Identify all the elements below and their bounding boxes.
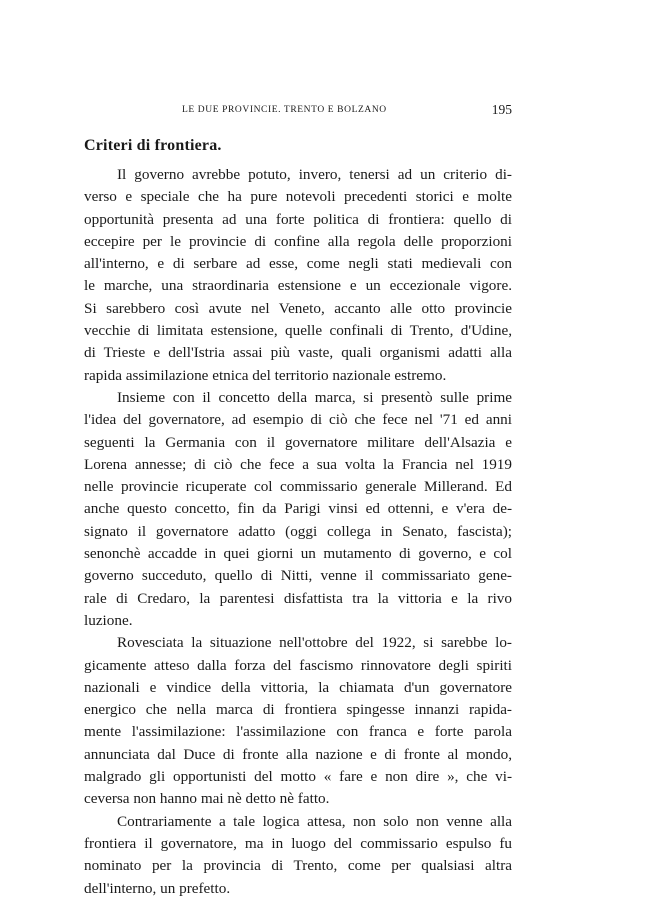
- text-line: Lorena annesse; di ciò che fece a sua volta la Francia nel 1919: [84, 455, 512, 473]
- text-line: Contrariamente a tale logica attesa, non solo non venne alla: [117, 812, 512, 830]
- body-text: [84, 164, 512, 900]
- text-line: rale di Credaro, la parentesi disfattista tra la vittoria e la rivo: [84, 589, 512, 607]
- text-line: energico che nella marca di frontiera spingesse innanzi rapida-: [84, 701, 512, 719]
- text-line: Si sarebbero così avute nel Veneto, accanto alle otto provincie: [84, 299, 512, 317]
- text-line: Rovesciata la situazione nell'ottobre del 1922, si sarebbe lo-: [117, 634, 512, 652]
- text-line: di Trieste e dell'Istria assai più vaste, quali organismi adatti alla: [84, 344, 512, 362]
- text-line: vecchie di limitata estensione, quelle confinali di Trento, d'Udine,: [84, 322, 512, 340]
- text-line: seguenti la Germania con il governatore militare dell'Alsazia e: [84, 433, 512, 451]
- text-line: opportunità presenta ad una forte politica di frontiera: quello di: [84, 210, 512, 228]
- text-line: governo succeduto, quello di Nitti, venne il commissariato gene-: [84, 567, 512, 585]
- text-line: dell'interno, un prefetto.: [84, 879, 231, 897]
- text-line: mente l'assimilazione: l'assimilazione con franca e forte parola: [84, 723, 512, 741]
- text-line: Insieme con il concetto della marca, si presentò sulle prime: [117, 388, 512, 406]
- page-number: 195: [491, 102, 512, 117]
- text-line: gicamente atteso dalla forza del fascismo rinnovatore degli spiriti: [84, 656, 512, 674]
- text-line: senonchè accadde in quei giorni un mutamento di governo, e col: [84, 545, 512, 563]
- text-line: malgrado gli opportunisti del motto « fare e non dire », che vi-: [84, 768, 512, 786]
- text-line: nominato per la provincia di Trento, come per qualsiasi altra: [84, 857, 512, 875]
- section-heading: Criteri di frontiera.: [84, 137, 222, 154]
- text-line: anche questo concetto, fin da Parigi vinsi ed ottenni, e v'era de-: [84, 500, 512, 518]
- text-line: le marche, una straordinaria estensione e un eccezionale vigore.: [84, 277, 512, 295]
- text-line: annunciata dal Duce di fronte alla nazione e di fronte al mondo,: [84, 745, 512, 763]
- running-header: [84, 102, 512, 122]
- text-line: eccepire per le provincie di confine alla regola delle proporzioni: [84, 232, 512, 250]
- text-line: Il governo avrebbe potuto, invero, tenersi ad un criterio di-: [117, 166, 512, 183]
- text-line: signato il governatore adatto (oggi collega in Senato, fascista);: [84, 522, 512, 540]
- text-line: nazionali e vindice della vittoria, la chiamata d'un governatore: [84, 678, 512, 696]
- text-line: luzione.: [84, 611, 133, 629]
- running-title: LE DUE PROVINCIE. TRENTO E BOLZANO: [182, 105, 387, 115]
- text-line: ceversa non hanno mai nè detto nè fatto.: [84, 790, 330, 808]
- text-line: frontiera il governatore, ma in luogo del commissario espulso fu: [84, 834, 512, 852]
- text-line: all'interno, e di serbare ad esse, come negli stati medievali con: [84, 255, 512, 273]
- text-line: l'idea del governatore, ad esempio di ciò che fece nel '71 ed anni: [84, 411, 512, 429]
- text-line: rapida assimilazione etnica del territorio nazionale estremo.: [84, 366, 447, 384]
- text-line: nelle provincie ricuperate col commissario generale Millerand. Ed: [84, 478, 512, 496]
- text-line: verso e speciale che ha pure notevoli precedenti storici e molte: [84, 188, 512, 206]
